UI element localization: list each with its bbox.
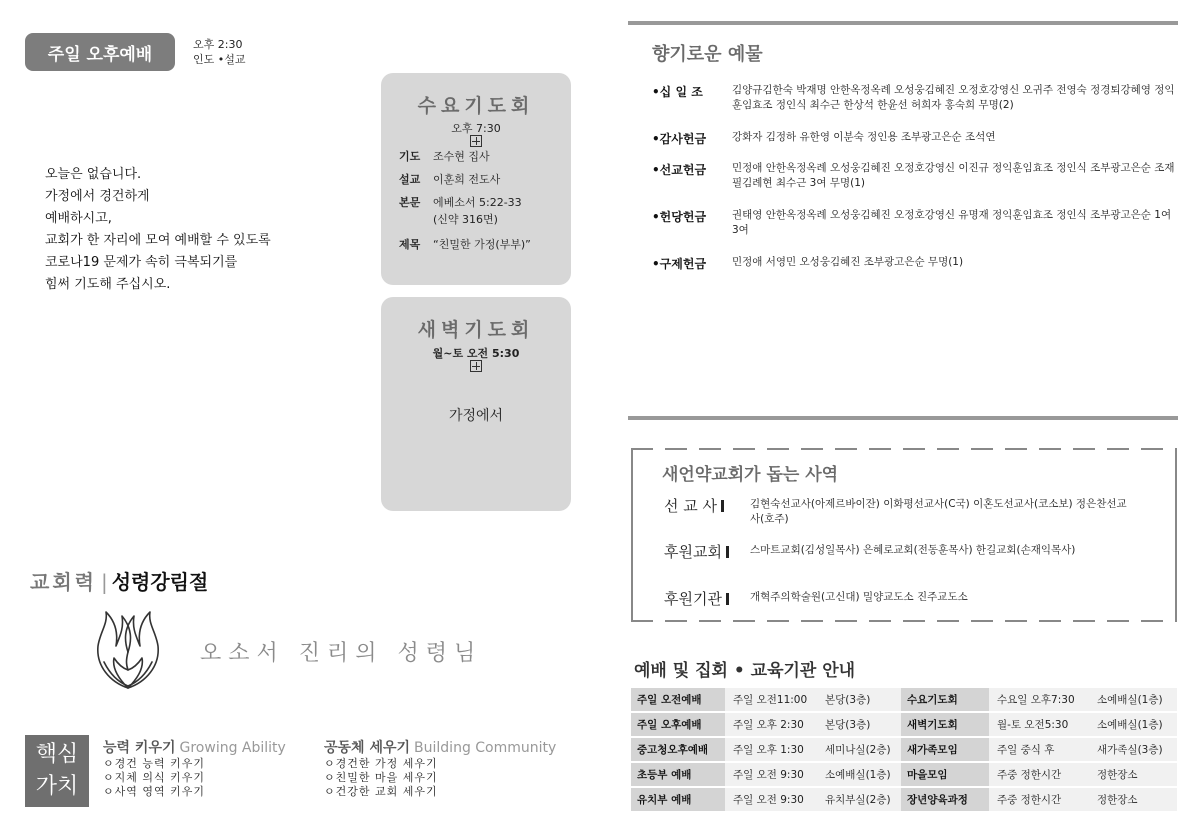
table-row: 주일 오후예배 주일 오후 2:30 본당(3층) 새벽기도회 월-토 오전5:30 소예배실(1층) — [631, 713, 1177, 736]
church-calendar — [30, 566, 208, 595]
core-value-item: ㅇ사역 영역 키우기 — [103, 785, 206, 798]
offering-row: •감사헌금 강화자 김정하 유한영 이분숙 정인용 조부광고은순 조석연 — [652, 131, 996, 146]
mission-row: 후원기관 개혁주의학술원(고신대) 밀양교도소 진주교도소 — [664, 590, 968, 608]
dawn-place: 가정에서 — [448, 408, 504, 424]
wednesday-row: 제목 “친밀한 가정(부부)” — [399, 238, 531, 251]
plus-icon — [470, 360, 482, 372]
sunday-pm-prayer: 인도 •설교 — [193, 53, 246, 66]
offering-row: •십 일 조 김양규김한숙 박재명 안한옥정옥례 오성웅김혜진 오정호강영신 오귀주 전영숙 정경퇴강혜영 정익훈임효조 정인식 최수근 한상석 한윤선 허희자 홍숙희 무명(2) — [652, 84, 1175, 111]
message-line: 힘써 기도해 주십시오. — [45, 277, 171, 292]
offering-row: •헌당헌금 권태영 안한옥정옥례 오성웅김혜진 오정호강영신 유명재 정익훈임효조 정인식 조부광고은순 1여 3여 — [652, 209, 1172, 236]
core-values-tag: 핵심 가치 — [25, 735, 89, 807]
message-line: 오늘은 없습니다. — [45, 167, 142, 182]
dawn-title: 새벽기도회 — [417, 319, 535, 341]
calendar-label: 교회력 — [30, 570, 97, 594]
offering-row: •선교헌금 민정애 안한옥정옥례 오성웅김혜진 오정호강영신 이진규 정익훈임효조 정인식 조부광고은순 조재필김례현 최수근 3여 무명(1) — [652, 162, 1175, 189]
calendar-divider: | — [100, 570, 108, 594]
wednesday-row: 본문 에베소서 5:22-33 — [399, 196, 522, 209]
core-value-group: 공동체 세우기 Building Community ㅇ경건한 가정 세우기 ㅇ친밀한 마을 세우기 ㅇ건강한 교회 세우기 — [324, 740, 557, 798]
schedule-table — [631, 686, 1177, 813]
core-value-item: ㅇ지체 의식 키우기 — [103, 771, 206, 784]
table-row: 중고청오후예배 주일 오후 1:30 세미나실(2층) 새가족모임 주일 중식 후 새가족실(3층) — [631, 738, 1177, 761]
wednesday-title: 수요기도회 — [417, 95, 535, 117]
middle-rule — [628, 416, 1178, 420]
plus-icon — [470, 135, 482, 147]
wednesday-row: 설교 이훈희 전도사 — [399, 173, 501, 186]
core-value-item: ㅇ경건한 가정 세우기 — [324, 757, 438, 770]
message-line: 가정에서 경건하게 — [45, 189, 150, 204]
table-row: 초등부 예배 주일 오전 9:30 소예배실(1층) 마을모임 주중 정한시간 정한장소 — [631, 763, 1177, 786]
sunday-pm-message — [45, 164, 271, 296]
dawn-time: 월~토 오전 5:30 — [432, 347, 520, 360]
message-line: 코로나19 문제가 속히 극복되기를 — [45, 255, 238, 270]
sunday-pm-time: 오후 2:30 — [193, 38, 243, 51]
schedule-title: 예배 및 집회 • 교육기관 안내 — [634, 661, 856, 681]
table-row: 주일 오전예배 주일 오전11:00 본당(3층) 수요기도회 수요일 오후7:30 소예배실(1층) — [631, 688, 1177, 711]
offerings-title: 향기로운 예물 — [652, 44, 763, 65]
message-line: 교회가 한 자리에 모여 예배할 수 있도록 — [45, 233, 271, 248]
sunday-pm-info — [193, 37, 246, 67]
wednesday-prayer-box — [381, 73, 571, 285]
wednesday-row: 기도 조수현 집사 — [399, 150, 490, 163]
wednesday-row: (신약 316면) — [433, 213, 498, 226]
table-row: 유치부 예배 주일 오전 9:30 유치부실(2층) 장년양육과정 주중 정한시간 정한장소 — [631, 788, 1177, 811]
offering-row: •구제헌금 민정애 서영민 오성웅김혜진 조부광고은순 무명(1) — [652, 256, 964, 271]
core-value-item: ㅇ친밀한 마을 세우기 — [324, 771, 438, 784]
top-rule — [628, 21, 1178, 25]
mission-title: 새언약교회가 돕는 사역 — [662, 465, 839, 485]
core-value-item: ㅇ건강한 교회 세우기 — [324, 785, 438, 798]
mission-row: 후원교회 스마트교회(김성일목사) 은혜로교회(전동훈목사) 한길교회(손재익목사) — [664, 543, 1076, 561]
holy-spirit-flame-icon — [88, 606, 168, 692]
dawn-prayer-box — [381, 297, 571, 511]
mission-row: 선 교 사 김현숙선교사(아제르바이잔) 이화평선교사(C국) 이혼도선교사(코소보) 정은찬선교사(호주) — [664, 497, 1127, 525]
message-line: 예배하시고, — [45, 211, 112, 226]
core-value-group: 능력 키우기 Growing Ability ㅇ경건 능력 키우기 ㅇ지체 의식 키우기 ㅇ사역 영역 키우기 — [103, 740, 286, 798]
core-value-item: ㅇ경건 능력 키우기 — [103, 757, 206, 770]
sunday-pm-title: 주일 오후예배 — [25, 33, 175, 71]
wednesday-time: 오후 7:30 — [451, 122, 501, 135]
calendar-season: 성령강림절 — [111, 570, 209, 594]
calendar-theme: 오소서 진리의 성령님 — [200, 641, 483, 666]
